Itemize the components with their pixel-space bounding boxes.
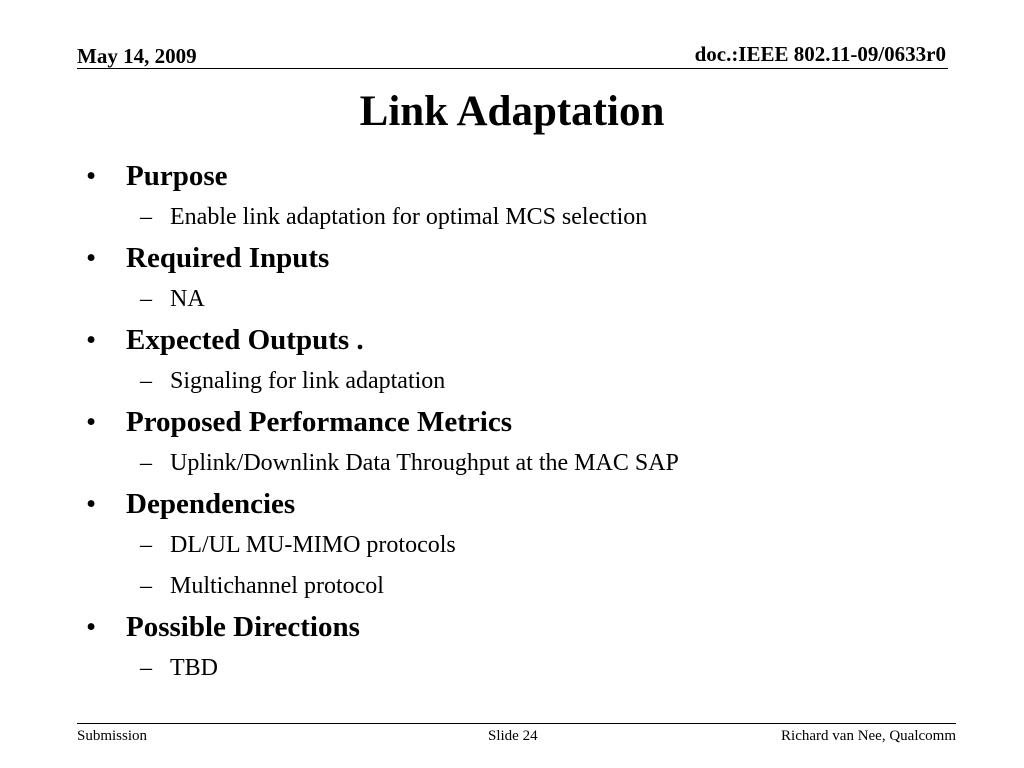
bullet-heading: Possible Directions [126, 611, 360, 643]
bullet-heading-line [86, 156, 966, 197]
sub-bullet-item [86, 361, 966, 402]
bullet-heading: Required Inputs [126, 242, 330, 274]
sub-bullet-item [86, 279, 966, 320]
bullet-dot-icon: • [86, 324, 97, 356]
bullet-heading: Dependencies [126, 488, 296, 520]
bullet-heading-line [86, 320, 966, 361]
bullet-item [86, 402, 966, 484]
footer-submission: Submission [77, 728, 148, 744]
sub-bullet-item [86, 197, 966, 238]
bullet-item [86, 238, 966, 320]
sub-bullet-item [86, 566, 966, 607]
bullet-item [86, 484, 966, 607]
bullet-item [86, 320, 966, 402]
bullet-dot-icon: • [86, 160, 97, 192]
bullet-heading-line [86, 402, 966, 443]
sub-bullet-text: NA [170, 286, 205, 312]
sub-bullet-list [86, 197, 966, 238]
bullet-item [86, 607, 966, 689]
bullet-dot-icon: • [86, 611, 97, 643]
bullet-heading: Purpose [126, 160, 228, 192]
sub-bullet-list [86, 648, 966, 689]
bullet-heading-line [86, 607, 966, 648]
sub-bullet-text: Uplink/Downlink Data Throughput at the MAC SAP [170, 450, 679, 476]
dash-icon: – [140, 573, 152, 599]
bullet-dot-icon: • [86, 406, 97, 438]
bullet-heading-line [86, 484, 966, 525]
bullet-list [86, 156, 966, 689]
dash-icon: – [140, 204, 152, 230]
footer-slide-number: Slide 24 [488, 728, 538, 744]
sub-bullet-list [86, 443, 966, 484]
footer-divider [77, 723, 956, 724]
slide-title: Link Adaptation [359, 88, 665, 135]
bullet-heading-line [86, 238, 966, 279]
sub-bullet-item [86, 443, 966, 484]
sub-bullet-text: DL/UL MU-MIMO protocols [170, 532, 456, 558]
sub-bullet-list [86, 361, 966, 402]
sub-bullet-list [86, 525, 966, 607]
bullet-heading: Proposed Performance Metrics [126, 406, 512, 438]
sub-bullet-item [86, 648, 966, 689]
header-document-id: doc.:IEEE 802.11-09/0633r0 [694, 42, 946, 66]
bullet-dot-icon: • [86, 488, 97, 520]
sub-bullet-list [86, 279, 966, 320]
sub-bullet-text: TBD [170, 655, 218, 681]
header-date: May 14, 2009 [77, 44, 197, 68]
dash-icon: – [140, 286, 152, 312]
sub-bullet-item [86, 525, 966, 566]
header-divider [77, 68, 948, 69]
bullet-item [86, 156, 966, 238]
footer-author: Richard van Nee, Qualcomm [781, 728, 956, 744]
dash-icon: – [140, 368, 152, 394]
bullet-heading: Expected Outputs . [126, 324, 364, 356]
dash-icon: – [140, 450, 152, 476]
bullet-dot-icon: • [86, 242, 97, 274]
sub-bullet-text: Multichannel protocol [170, 573, 384, 599]
dash-icon: – [140, 532, 152, 558]
dash-icon: – [140, 655, 152, 681]
sub-bullet-text: Signaling for link adaptation [170, 368, 446, 394]
sub-bullet-text: Enable link adaptation for optimal MCS selection [170, 204, 648, 230]
